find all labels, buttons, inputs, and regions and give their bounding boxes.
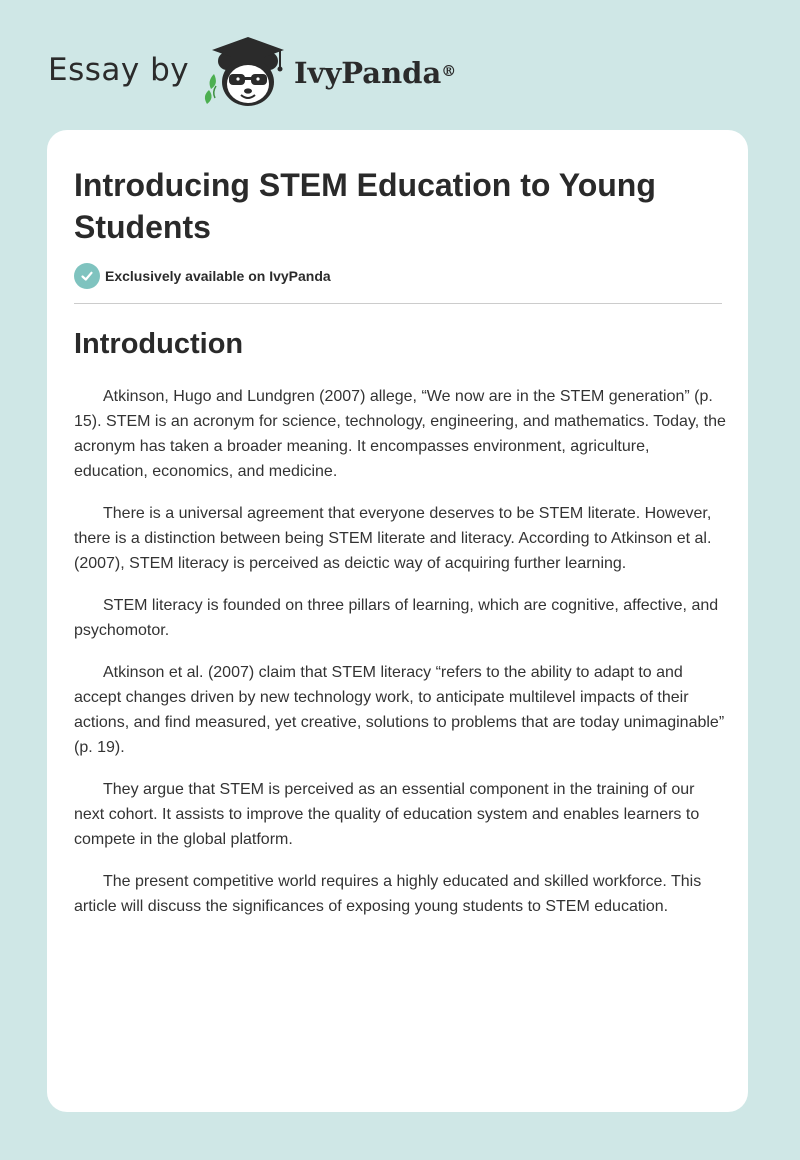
essay-by-label: Essay by bbox=[48, 52, 190, 88]
paragraph: Atkinson, Hugo and Lundgren (2007) allege, “We now are in the STEM generation” (p. 15). STEM is an acronym for science, technology, engineering, and mathematics. Today, the acronym has taken a broader meaning. It encompasses environment, agriculture, education, economics, and medicine. bbox=[74, 388, 726, 480]
exclusive-badge-text: Exclusively available on IvyPanda bbox=[105, 268, 331, 284]
exclusive-badge bbox=[74, 263, 331, 289]
paragraph: STEM literacy is founded on three pillars of learning, which are cognitive, affective, and psychomotor. bbox=[74, 597, 719, 639]
section-heading: Introduction bbox=[74, 328, 244, 360]
registered-mark: ® bbox=[441, 62, 457, 80]
check-circle-icon bbox=[74, 263, 100, 289]
brand-name[interactable] bbox=[294, 53, 456, 93]
paragraph: Atkinson et al. (2007) claim that STEM literacy “refers to the ability to adapt to and accept changes driven by new technology work, to anticipate multilevel impacts of their actions, and find measured, yet creative, solutions to problems that are today unimaginable” (p. 19). bbox=[74, 664, 725, 756]
essay-card bbox=[47, 130, 748, 1112]
site-header bbox=[0, 0, 800, 130]
paragraph: There is a universal agreement that everyone deserves to be STEM literate. However, there is a distinction between being STEM literate and literacy. According to Atkinson et al. (2007), STEM literacy is perceived as deictic way of acquiring further learning. bbox=[74, 505, 712, 572]
title-divider bbox=[74, 303, 722, 304]
essay-body bbox=[74, 384, 726, 936]
paragraph: They argue that STEM is perceived as an essential component in the training of our next cohort. It assists to improve the quality of education system and enables learners to compete in the global platform. bbox=[74, 781, 700, 848]
paragraph: The present competitive world requires a highly educated and skilled workforce. This article will discuss the significances of exposing young students to STEM education. bbox=[74, 873, 702, 915]
ivypanda-logo-icon[interactable] bbox=[200, 34, 296, 110]
brand-text: IvyPanda bbox=[294, 56, 442, 90]
essay-title: Introducing STEM Education to Young Students bbox=[74, 167, 656, 245]
